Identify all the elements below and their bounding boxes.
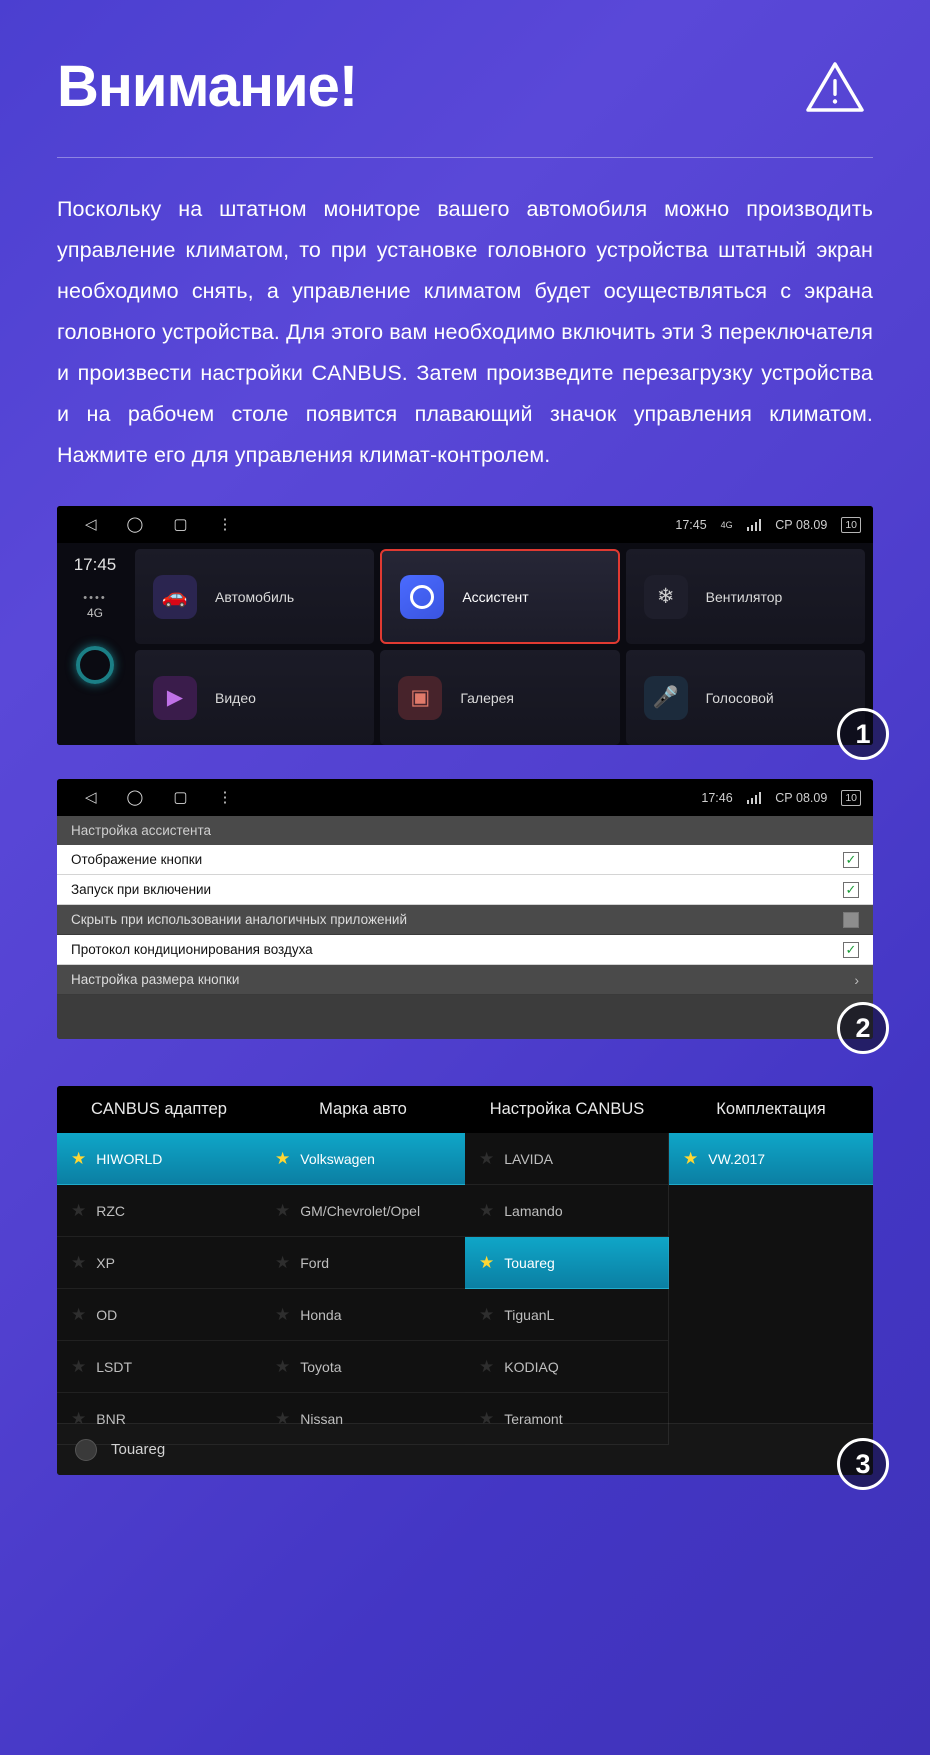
back-icon[interactable]: ◁ <box>85 516 97 533</box>
tile-label: Голосовой <box>705 689 774 706</box>
assistant-icon <box>400 575 444 619</box>
tile-label: Вентилятор <box>705 588 783 605</box>
star-icon: ★ <box>71 1409 87 1428</box>
item-label: Touareg <box>504 1254 555 1271</box>
star-icon: ★ <box>71 1305 87 1324</box>
network-type-label: 4G <box>720 519 733 530</box>
selected-model-label: Touareg <box>111 1441 166 1458</box>
tile-assistant[interactable] <box>380 549 619 644</box>
list-item[interactable] <box>261 1289 465 1341</box>
setting-row-hide-similar-apps[interactable] <box>57 905 873 935</box>
status-time: 17:45 <box>675 517 707 532</box>
launcher-tiles <box>133 543 873 745</box>
launcher-home <box>57 543 873 745</box>
tile-label: Галерея <box>460 689 515 706</box>
list-item[interactable] <box>57 1133 261 1185</box>
checkbox-checked[interactable]: ✓ <box>843 882 859 898</box>
tile-label: Ассистент <box>462 588 529 605</box>
more-menu-icon[interactable]: ⋮ <box>217 789 233 806</box>
home-icon[interactable]: ◯ <box>126 516 144 533</box>
list-item[interactable] <box>465 1393 669 1445</box>
fan-icon: ❄ <box>644 575 688 619</box>
more-menu-icon[interactable]: ⋮ <box>217 516 233 533</box>
status-time: 17:46 <box>701 790 733 805</box>
star-icon: ★ <box>275 1201 291 1220</box>
canbus-table-header <box>57 1086 873 1133</box>
chevron-right-icon: › <box>854 971 859 988</box>
column-adapter <box>57 1133 261 1445</box>
list-item[interactable] <box>261 1393 465 1445</box>
star-icon: ★ <box>479 1357 495 1376</box>
setting-row-button-size[interactable] <box>57 965 873 995</box>
sidebar-network-label: 4G <box>86 606 103 620</box>
settings-section-title: Настройка ассистента <box>57 816 873 845</box>
launcher-sidebar <box>57 543 133 745</box>
column-header-adapter: CANBUS адаптер <box>91 1100 227 1118</box>
battery-indicator: 10 <box>841 790 861 806</box>
list-item[interactable] <box>57 1185 261 1237</box>
screenshot-canbus-settings <box>57 1086 873 1479</box>
header-divider <box>57 157 873 158</box>
item-label: VW.2017 <box>708 1150 766 1167</box>
back-icon[interactable]: ◁ <box>85 789 97 806</box>
star-icon: ★ <box>275 1149 291 1168</box>
android-status-bar <box>57 506 873 543</box>
item-label: RZC <box>96 1202 126 1219</box>
list-item[interactable] <box>261 1185 465 1237</box>
star-icon: ★ <box>479 1409 495 1428</box>
tile-fan[interactable] <box>626 549 865 644</box>
status-date: СР 08.09 <box>775 790 828 805</box>
step-badge: 2 <box>837 1002 889 1054</box>
video-icon: ▶ <box>153 676 197 720</box>
microphone-icon: 🎤 <box>644 676 688 720</box>
item-label: LAVIDA <box>504 1150 554 1167</box>
assistant-ring-icon[interactable] <box>76 646 114 684</box>
star-icon: ★ <box>71 1149 87 1168</box>
list-item[interactable] <box>465 1133 669 1185</box>
list-item[interactable] <box>465 1289 669 1341</box>
home-icon[interactable]: ◯ <box>126 789 144 806</box>
list-item[interactable] <box>465 1237 669 1289</box>
star-icon: ★ <box>275 1409 291 1428</box>
star-icon: ★ <box>71 1357 87 1376</box>
item-label: OD <box>96 1306 118 1323</box>
tile-gallery[interactable] <box>380 650 619 745</box>
android-status-bar <box>57 779 873 816</box>
warning-triangle-icon <box>803 55 867 119</box>
tile-voice[interactable] <box>626 650 865 745</box>
page-title: Внимание! <box>57 54 358 119</box>
list-item[interactable] <box>57 1393 261 1445</box>
item-label: GM/Chevrolet/Opel <box>300 1202 421 1219</box>
item-label: Toyota <box>300 1358 342 1375</box>
recents-icon[interactable]: ▢ <box>173 789 188 806</box>
star-icon: ★ <box>71 1201 87 1220</box>
star-icon: ★ <box>71 1253 87 1272</box>
record-dot-icon <box>75 1439 97 1461</box>
item-label: Ford <box>300 1254 330 1271</box>
list-item[interactable] <box>465 1341 669 1393</box>
star-icon: ★ <box>275 1305 291 1324</box>
item-label: BNR <box>96 1410 126 1427</box>
star-icon: ★ <box>479 1253 495 1272</box>
setting-row-button-display[interactable] <box>57 845 873 875</box>
gallery-icon: ▣ <box>398 676 442 720</box>
settings-list <box>57 816 873 1039</box>
list-item[interactable] <box>465 1185 669 1237</box>
setting-label: Скрыть при использовании аналогичных приложений <box>71 912 408 927</box>
item-label: Nissan <box>300 1410 344 1427</box>
screenshot-assistant-settings <box>57 779 873 1043</box>
battery-indicator: 10 <box>841 517 861 533</box>
setting-row-ac-protocol[interactable] <box>57 935 873 965</box>
screenshot-launcher <box>57 506 873 749</box>
column-canbus <box>465 1133 669 1445</box>
item-label: Honda <box>300 1306 342 1323</box>
list-item[interactable] <box>669 1133 873 1185</box>
item-label: Lamando <box>504 1202 563 1219</box>
sidebar-dots: •••• <box>83 592 107 604</box>
tile-car[interactable] <box>135 549 374 644</box>
recents-icon[interactable]: ▢ <box>173 516 188 533</box>
checkbox-unchecked[interactable] <box>843 912 859 928</box>
star-icon: ★ <box>275 1253 291 1272</box>
list-item[interactable] <box>261 1341 465 1393</box>
step-badge: 1 <box>837 708 889 760</box>
checkbox-checked[interactable]: ✓ <box>843 942 859 958</box>
star-icon: ★ <box>275 1357 291 1376</box>
item-label: HIWORLD <box>96 1150 163 1167</box>
column-trim <box>669 1133 873 1445</box>
tile-video[interactable] <box>135 650 374 745</box>
list-item[interactable] <box>57 1289 261 1341</box>
star-icon: ★ <box>683 1149 699 1168</box>
item-label: LSDT <box>96 1358 133 1375</box>
signal-icon <box>747 519 762 531</box>
canbus-columns <box>57 1133 873 1428</box>
star-icon: ★ <box>479 1201 495 1220</box>
star-icon: ★ <box>479 1149 495 1168</box>
item-label: TiguanL <box>504 1306 555 1323</box>
setting-label: Отображение кнопки <box>71 852 203 867</box>
item-label: KODIAQ <box>504 1358 559 1375</box>
item-label: XP <box>96 1254 115 1271</box>
settings-empty-area <box>57 995 873 1039</box>
star-icon: ★ <box>479 1305 495 1324</box>
sidebar-clock: 17:45 <box>73 555 117 574</box>
tile-label: Автомобиль <box>215 588 295 605</box>
header <box>57 0 873 125</box>
item-label: Teramont <box>504 1410 563 1427</box>
setting-row-autostart[interactable] <box>57 875 873 905</box>
column-header-brand: Марка авто <box>319 1100 407 1118</box>
tile-label: Видео <box>215 689 256 706</box>
setting-label: Настройка размера кнопки <box>71 972 240 987</box>
setting-label: Запуск при включении <box>71 882 212 897</box>
list-item[interactable] <box>57 1237 261 1289</box>
car-icon: 🚗 <box>153 575 197 619</box>
step-badge: 3 <box>837 1438 889 1490</box>
list-item[interactable] <box>261 1237 465 1289</box>
list-item[interactable] <box>261 1133 465 1185</box>
list-item[interactable] <box>57 1341 261 1393</box>
body-paragraph: Поскольку на штатном мониторе вашего автомобиля можно производить управление климатом, то при установке головного устройства штатный экран необходимо снять, а управление климатом будет осуществляться с экрана головного устройства. Для этого вам необходимо включить эти 3 переключателя и произвести настройки CANBUS. Затем произведите перезагрузку устройства и на рабочем столе появится плавающий значок управления климатом. Нажмите его для управления климат-контролем. <box>57 197 873 467</box>
status-date: СР 08.09 <box>775 517 828 532</box>
item-label: Volkswagen <box>300 1150 375 1167</box>
column-header-trim: Комплектация <box>716 1100 826 1118</box>
signal-icon <box>747 792 762 804</box>
canbus-table <box>57 1086 873 1475</box>
checkbox-checked[interactable]: ✓ <box>843 852 859 868</box>
column-brand <box>261 1133 465 1445</box>
column-header-canbus: Настройка CANBUS <box>489 1100 645 1118</box>
setting-label: Протокол кондиционирования воздуха <box>71 942 313 957</box>
